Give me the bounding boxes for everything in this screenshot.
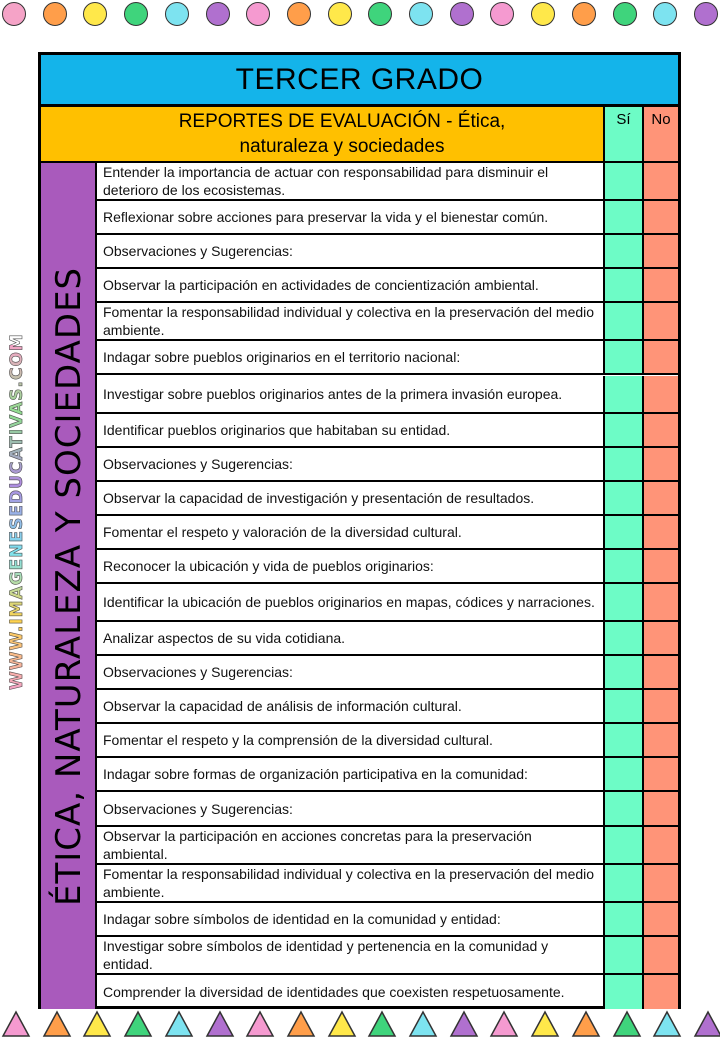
row-text: Investigar sobre pueblos originarios antes de la primera invasión europea. (103, 385, 563, 402)
column-header-no: No (642, 107, 678, 163)
row-text: Entender la importancia de actuar con responsabilidad para disminuir el deterioro de los ecosistemas. (103, 164, 549, 199)
subtitle-line-1: REPORTES DE EVALUACIÓN - Ética, (178, 111, 506, 132)
checkbox-si-cell[interactable] (603, 937, 642, 973)
decor-triangle (530, 1010, 560, 1038)
decor-dot (409, 2, 433, 26)
checkbox-no-cell[interactable] (642, 163, 678, 199)
checkbox-si-cell[interactable] (603, 656, 642, 688)
row-text: Observar la capacidad de investigación y presentación de resultados. (103, 489, 535, 506)
checkbox-no-cell[interactable] (642, 937, 678, 973)
checkbox-no-cell[interactable] (642, 341, 678, 373)
table-row (97, 482, 678, 516)
checkbox-no-cell[interactable] (642, 975, 678, 1009)
checkbox-no-cell[interactable] (642, 448, 678, 480)
decor-dot (206, 2, 230, 26)
table-row (97, 865, 678, 903)
table-row (97, 937, 678, 975)
decor-dot (83, 2, 107, 26)
table-row (97, 584, 678, 622)
checkbox-si-cell[interactable] (603, 482, 642, 514)
decor-triangle (408, 1010, 438, 1038)
row-text: Reflexionar sobre acciones para preservar la vida y el bienestar común. (103, 209, 549, 226)
table-row (97, 622, 678, 656)
checkbox-si-cell[interactable] (603, 341, 642, 373)
decor-triangle (42, 1010, 72, 1038)
checkbox-no-cell[interactable] (642, 201, 678, 233)
decor-triangle (612, 1010, 642, 1038)
checkbox-no-cell[interactable] (642, 269, 678, 301)
checkbox-si-cell[interactable] (603, 448, 642, 480)
table-row (97, 690, 678, 724)
row-text: Fomentar la responsabilidad individual y colectiva en la preservación del medio ambiente. (103, 865, 595, 900)
decor-triangle (286, 1010, 316, 1038)
decor-triangle (205, 1010, 235, 1038)
row-text: Observaciones y Sugerencias: (103, 243, 293, 260)
checkbox-no-cell[interactable] (642, 414, 678, 446)
decor-dot (246, 2, 270, 26)
checkbox-no-cell[interactable] (642, 903, 678, 935)
checkbox-si-cell[interactable] (603, 690, 642, 722)
checkbox-si-cell[interactable] (603, 758, 642, 790)
checkbox-no-cell[interactable] (642, 584, 678, 620)
checkbox-si-cell[interactable] (603, 414, 642, 446)
table-row (97, 758, 678, 792)
table-row (97, 656, 678, 690)
row-text: Observar la participación en actividades de concientización ambiental. (103, 277, 539, 294)
row-text: Observaciones y Sugerencias: (103, 455, 293, 472)
row-text: Investigar sobre símbolos de identidad y pertenencia en la comunidad y entidad. (103, 937, 549, 972)
row-text: Reconocer la ubicación y vida de pueblos originarios: (103, 557, 434, 574)
table-row (97, 792, 678, 826)
table-row (97, 550, 678, 584)
checkbox-si-cell[interactable] (603, 303, 642, 339)
checkbox-si-cell[interactable] (603, 550, 642, 582)
subject-side-text: ÉTICA, NATURALEZA Y SOCIEDADES (49, 266, 89, 906)
checkbox-no-cell[interactable] (642, 792, 678, 824)
checkbox-si-cell[interactable] (603, 584, 642, 620)
table-row (97, 903, 678, 937)
decor-triangle (245, 1010, 275, 1038)
checkbox-no-cell[interactable] (642, 827, 678, 863)
table-row (97, 163, 678, 201)
checkbox-no-cell[interactable] (642, 482, 678, 514)
table-subtitle (41, 107, 603, 163)
decor-dot (613, 2, 637, 26)
decor-triangle (571, 1010, 601, 1038)
decor-triangle (693, 1010, 720, 1038)
checkbox-no-cell[interactable] (642, 516, 678, 548)
table-row (97, 303, 678, 341)
table-row (97, 269, 678, 303)
decor-dot (572, 2, 596, 26)
row-text: Identificar la ubicación de pueblos originarios en mapas, códices y narraciones. (103, 594, 595, 611)
column-header-si: Sí (603, 107, 642, 163)
decor-dot (328, 2, 352, 26)
table-row (97, 724, 678, 758)
checkbox-si-cell[interactable] (603, 724, 642, 756)
decor-triangle (164, 1010, 194, 1038)
row-text: Identificar pueblos originarios que habitaban su entidad. (103, 421, 451, 438)
decor-triangle (82, 1010, 112, 1038)
watermark-text: WWW.IMAGENESEDUCATIVAS.COM (4, 345, 30, 690)
row-text: Observar la participación en acciones concretas para la preservación ambiental. (103, 827, 532, 862)
row-text: Analizar aspectos de su vida cotidiana. (103, 630, 346, 647)
checkbox-no-cell[interactable] (642, 235, 678, 267)
row-text: Observar la capacidad de análisis de información cultural. (103, 698, 462, 715)
checkbox-si-cell[interactable] (603, 792, 642, 824)
triangle-border (0, 1010, 720, 1040)
checkbox-si-cell[interactable] (603, 516, 642, 548)
table-row (97, 448, 678, 482)
table-row (97, 827, 678, 865)
row-text: Observaciones y Sugerencias: (103, 664, 293, 681)
decor-dot (653, 2, 677, 26)
decor-triangle (652, 1010, 682, 1038)
checkbox-no-cell[interactable] (642, 758, 678, 790)
checkbox-si-cell[interactable] (603, 269, 642, 301)
checkbox-si-cell[interactable] (603, 201, 642, 233)
checkbox-no-cell[interactable] (642, 656, 678, 688)
checkbox-si-cell[interactable] (603, 903, 642, 935)
decor-dot (165, 2, 189, 26)
checkbox-si-cell[interactable] (603, 235, 642, 267)
decor-triangle (367, 1010, 397, 1038)
subject-side-label (41, 163, 97, 1009)
checkbox-no-cell[interactable] (642, 622, 678, 654)
row-text: Indagar sobre pueblos originarios en el territorio nacional: (103, 349, 461, 366)
evaluation-table (38, 52, 681, 1009)
subtitle-line-2: naturaleza y sociedades (239, 136, 445, 157)
checkbox-si-cell[interactable] (603, 163, 642, 199)
row-text: Observaciones y Sugerencias: (103, 800, 293, 817)
page-title: TERCER GRADO (41, 55, 678, 107)
row-text: Fomentar el respeto y la comprensión de la diversidad cultural. (103, 732, 493, 749)
decor-dot (450, 2, 474, 26)
checkbox-no-cell[interactable] (642, 550, 678, 582)
decor-dot (287, 2, 311, 26)
decor-dot (694, 2, 718, 26)
checkbox-no-cell[interactable] (642, 724, 678, 756)
checkbox-no-cell[interactable] (642, 303, 678, 339)
table-row (97, 414, 678, 448)
checkbox-no-cell[interactable] (642, 376, 678, 412)
decor-triangle (1, 1010, 31, 1038)
decor-dot (490, 2, 514, 26)
table-row (97, 516, 678, 550)
checkbox-si-cell[interactable] (603, 975, 642, 1009)
checkbox-no-cell[interactable] (642, 865, 678, 901)
decor-dot (124, 2, 148, 26)
table-row (97, 975, 678, 1009)
dot-border (0, 0, 720, 30)
checkbox-no-cell[interactable] (642, 690, 678, 722)
decor-triangle (327, 1010, 357, 1038)
table-row (97, 235, 678, 269)
checkbox-si-cell[interactable] (603, 376, 642, 412)
decor-dot (531, 2, 555, 26)
decor-triangle (123, 1010, 153, 1038)
decor-dot (43, 2, 67, 26)
decor-triangle (449, 1010, 479, 1038)
row-text: Comprender la diversidad de identidades que coexisten respetuosamente. (103, 983, 565, 1000)
decor-triangle (489, 1010, 519, 1038)
row-text: Fomentar el respeto y valoración de la diversidad cultural. (103, 523, 462, 540)
checkbox-si-cell[interactable] (603, 865, 642, 901)
row-text: Fomentar la responsabilidad individual y colectiva en la preservación del medio ambiente. (103, 304, 595, 339)
row-text: Indagar sobre símbolos de identidad en la comunidad y entidad: (103, 910, 501, 927)
decor-dot (368, 2, 392, 26)
row-text: Indagar sobre formas de organización participativa en la comunidad: (103, 766, 528, 783)
checkbox-si-cell[interactable] (603, 622, 642, 654)
table-row (97, 376, 678, 414)
table-row (97, 341, 678, 375)
table-row (97, 201, 678, 235)
decor-dot (2, 2, 26, 26)
checkbox-si-cell[interactable] (603, 827, 642, 863)
